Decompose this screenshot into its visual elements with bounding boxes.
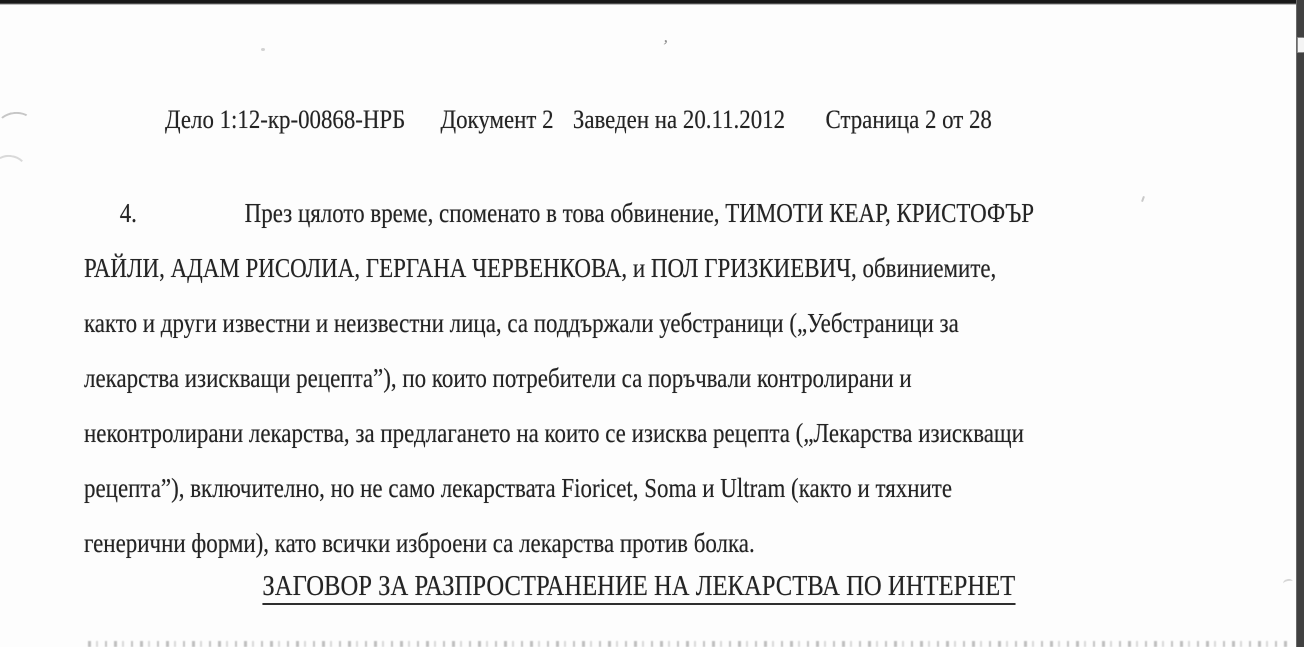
section-heading: ЗАГОВОР ЗА РАЗПРОСТРАНЕНИЕ НА ЛЕКАРСТВА ПО ИНТЕРНЕТ	[263, 571, 1016, 605]
scanner-edge-top	[0, 0, 1304, 5]
body-line: неконтролирани лекарства, за предлагането на които се изисква рецепта („Лекарства изискващи	[84, 418, 1024, 448]
body-line: рецепта”), включително, но не само лекарствата Fioricet, Soma и Ultram (както и тяхните	[84, 473, 953, 503]
body-line: както и други известни и неизвестни лица, са поддържали уебстраници („Уебстраници за	[84, 308, 959, 338]
scan-speck	[261, 48, 265, 51]
pen-mark-curve	[0, 110, 33, 135]
section-heading-row	[0, 571, 1278, 605]
body-line-text: През цялото време, споменато в това обвинение, ТИМОТИ КЕАР, КРИСТОФЪР	[244, 198, 1035, 228]
body-line: лекарства изискващи рецепта”), по които потребители са поръчвали контролирани и	[84, 363, 912, 393]
paragraph-number: 4.	[119, 198, 137, 228]
body-line	[84, 186, 1034, 241]
paragraph-4	[84, 186, 1202, 571]
case-number: Дело 1:12-кр-00868-НРБ	[165, 105, 406, 134]
page-number: Страница 2 от 28	[825, 105, 992, 134]
document-number: Документ 2	[440, 105, 554, 134]
body-line: генерични форми), като всички изброени са лекарства против болка.	[84, 528, 755, 558]
filing-header	[165, 104, 992, 136]
scanner-edge-right	[1296, 0, 1304, 647]
scanner-edge-notch	[1297, 37, 1304, 53]
body-line: РАЙЛИ, АДАМ РИСОЛИА, ГЕРГАНА ЧЕРВЕНКОВА, и ПОЛ ГРИЗКИЕВИЧ, обвиниемите,	[84, 253, 997, 283]
filed-date: Заведен на 20.11.2012	[572, 105, 786, 134]
scan-speck	[1282, 578, 1293, 587]
pen-mark-curve	[0, 153, 28, 181]
scan-speck-apostrophe: ’	[660, 35, 670, 57]
cut-off-text-noise	[88, 641, 1288, 647]
